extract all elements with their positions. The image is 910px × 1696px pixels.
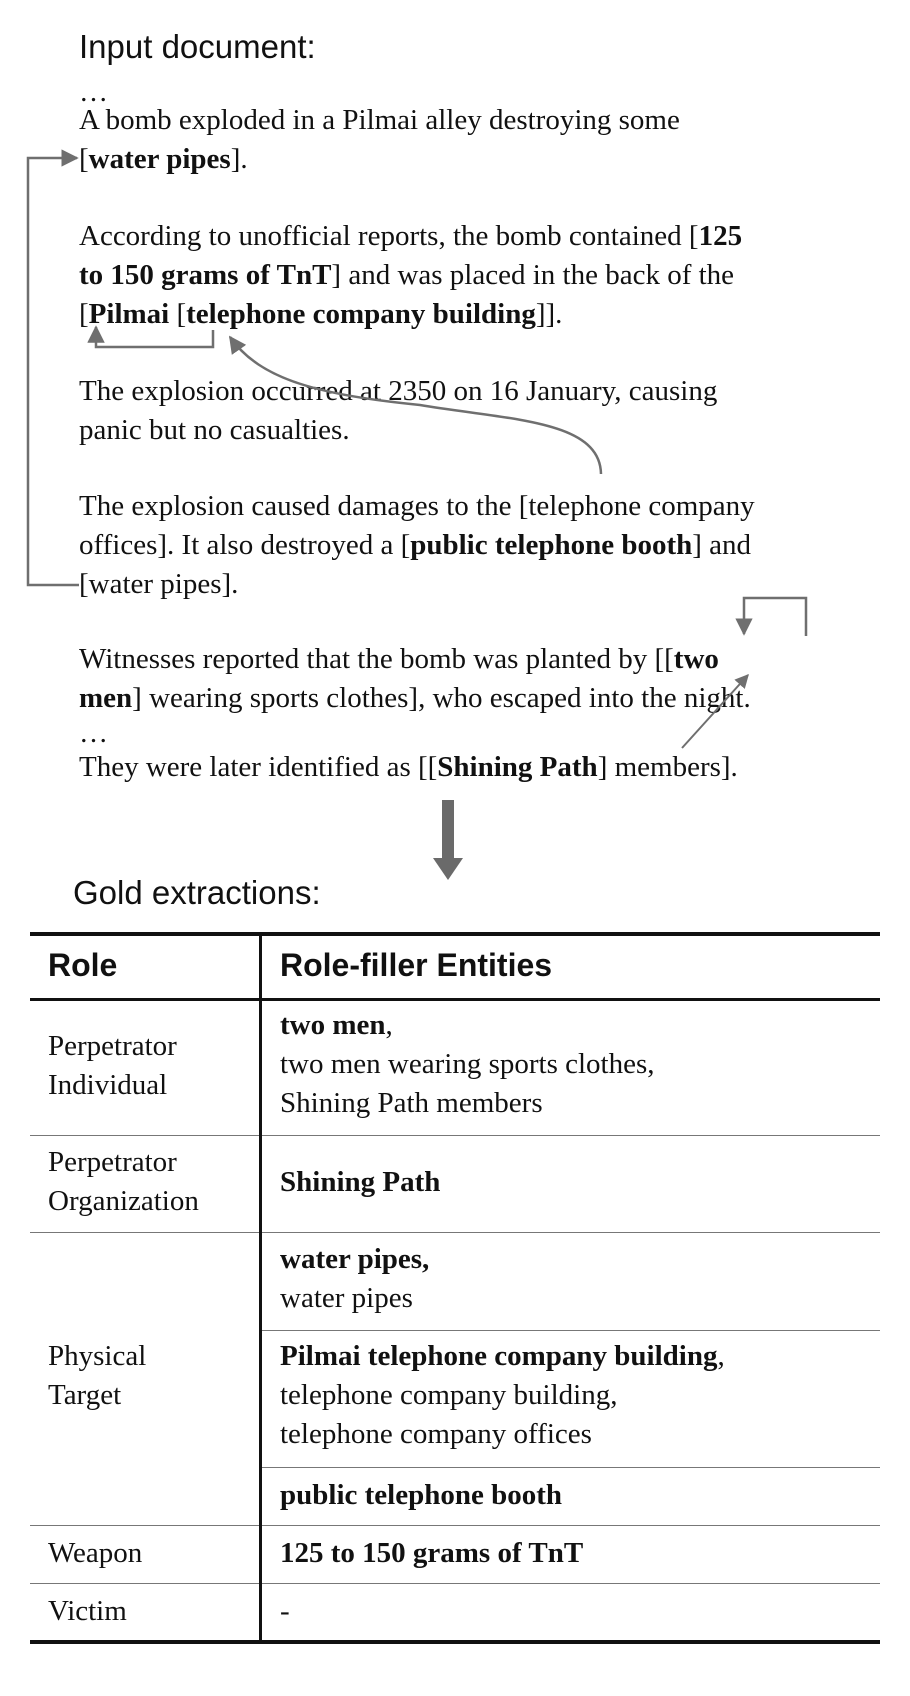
paragraph-3-line-2: panic but no casualties. [79,414,350,446]
entity-head: Pilmai telephone company building [280,1340,718,1372]
entities-target-water-pipes: water pipes, water pipes [280,1243,430,1314]
role-weapon: Weapon [48,1537,143,1569]
table-header-rule [30,998,880,1001]
entity-head: two men [280,1009,386,1041]
table-column-divider [259,934,262,1642]
ellipsis-bottom: … [79,717,108,749]
entity-head: water pipes, [280,1243,430,1275]
role-perpetrator-organization: Perpetrator Organization [48,1146,199,1217]
paragraph-2-line-2: to 150 grams of TnT] and was placed in the back of the [79,259,735,291]
table-top-rule [30,932,880,936]
role-victim: Victim [48,1595,127,1627]
table-bottom-rule [30,1640,880,1644]
entity-public-telephone-booth: public telephone booth [410,529,693,561]
row-divider [30,1135,880,1136]
gold-extractions-heading: Gold extractions: [73,874,321,911]
entity-weapon-part-2: to 150 grams of TnT [79,259,332,291]
entity-weapon-part-1: 125 [698,220,743,252]
paragraph-6-line-1: They were later identified as [[Shining Path] members]. [79,751,738,783]
document-paragraph-3 [79,372,869,450]
paragraph-4-line-1: The explosion caused damages to the [telephone company [79,490,755,522]
document-paragraph-6 [79,748,869,787]
entity-two: two [673,643,719,675]
document-paragraph-2 [79,217,869,334]
paragraph-5-line-1: Witnesses reported that the bomb was planted by [[two [79,643,719,675]
entities-perpetrator-individual: two men, two men wearing sports clothes, Shining Path members [280,1009,655,1119]
entity-shining-path: Shining Path [437,751,598,783]
arrow-water-pipes-coref [28,158,79,585]
inner-row-divider [261,1330,880,1331]
ellipsis-top: … [79,76,108,108]
paragraph-3-line-1: The explosion occurred at 2350 on 16 January, causing [79,375,718,407]
paragraph-4-line-3: [water pipes]. [79,568,239,600]
role-physical-target: Physical Target [48,1340,147,1411]
entity-head: 125 to 150 grams of TnT [280,1537,584,1569]
entities-weapon [280,1534,583,1573]
paragraph-1-line-2: [water pipes]. [79,143,248,175]
document-paragraph-4 [79,487,869,604]
entities-target-booth [280,1476,562,1515]
entity-water-pipes: water pipes [88,143,231,175]
paragraph-4-line-2: offices]. It also destroyed a [public telephone booth] and [79,529,752,561]
paragraph-1-line-1: A bomb exploded in a Pilmai alley destroying some [79,104,680,136]
entities-target-telephone-building: Pilmai telephone company building, telephone company building, telephone company offices [280,1340,725,1450]
paragraph-2-line-3: [Pilmai [telephone company building]]. [79,298,563,330]
entity-head: Shining Path [280,1166,441,1198]
entity-pilmai: Pilmai [88,298,170,330]
inner-row-divider [261,1467,880,1468]
paragraph-2-line-1: According to unofficial reports, the bomb contained [125 [79,220,743,252]
down-arrow-icon [433,800,463,882]
row-divider [30,1525,880,1526]
input-document-heading: Input document: [79,28,316,65]
column-header-role: Role [48,947,118,983]
document-paragraph-1 [79,101,869,179]
paragraph-5-line-2: men] wearing sports clothes], who escaped into the night. [79,682,751,714]
role-perpetrator-individual: Perpetrator Individual [48,1030,177,1101]
column-header-entities: Role-filler Entities [280,947,553,983]
row-divider [30,1583,880,1584]
entity-head: public telephone booth [280,1479,562,1511]
row-divider [30,1232,880,1233]
document-paragraph-5 [79,640,869,718]
entities-perpetrator-organization [280,1163,440,1202]
entity-men: men [79,682,133,714]
entity-telephone-company-building: telephone company building [186,298,536,330]
entities-victim: - [280,1595,290,1627]
